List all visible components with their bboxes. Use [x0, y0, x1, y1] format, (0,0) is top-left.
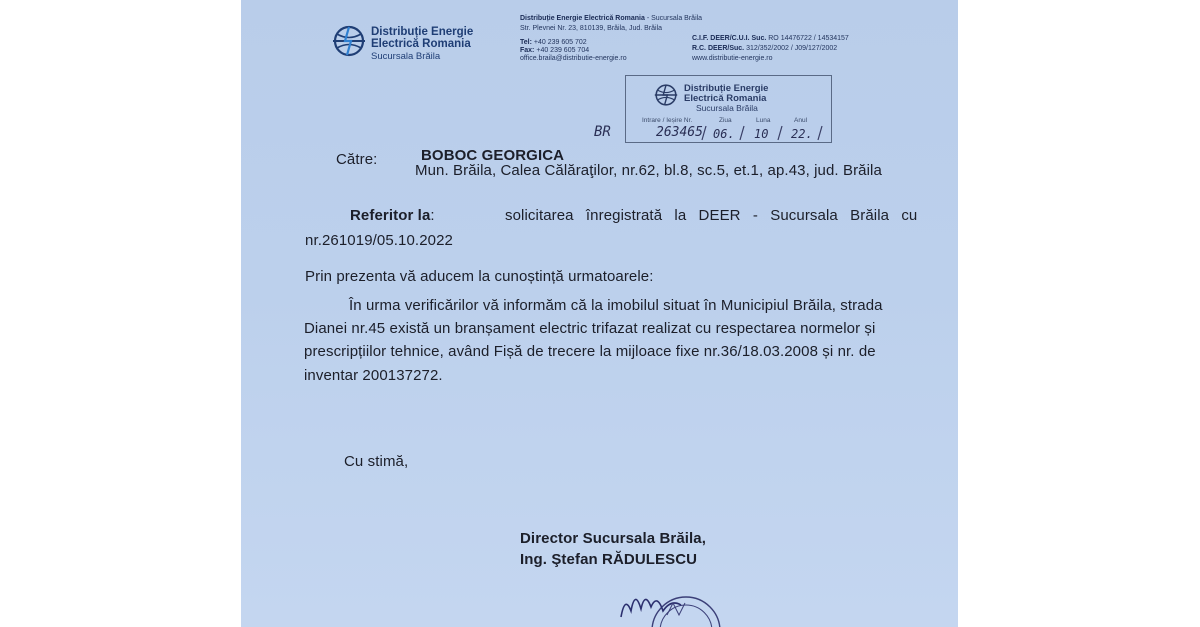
registration-stamp	[625, 75, 832, 143]
stamp-label-year: Anul	[794, 117, 808, 124]
company-name-line2: Electrică Romania	[371, 38, 471, 50]
paragraph-line-4: inventar 200137272.	[304, 367, 443, 384]
header-email: office.braila@distributie-energie.ro	[520, 55, 627, 62]
stamp-branch: Sucursala Brăila	[696, 103, 758, 113]
recipient-name: BOBOC GEORGICA	[421, 147, 565, 164]
stamp-label-month: Luna	[756, 117, 771, 124]
reference-text: solicitarea înregistrată la DEER - Sucursala Brăila cu	[505, 207, 918, 224]
stamp-year: 22.	[791, 127, 813, 141]
stamp-company-line2: Electrică Romania	[684, 93, 767, 104]
closing-text: Cu stimă,	[344, 453, 409, 470]
intro-text: Prin prezenta vă aducem la cunoștință urmatoarele:	[305, 268, 654, 285]
header-rc: R.C. DEER/Suc. 312/352/2002 / J09/127/2002	[692, 45, 838, 52]
company-branch: Sucursala Brăila	[371, 51, 441, 62]
recipient-address: Mun. Brăila, Calea Călăraţilor, nr.62, bl.8, sc.5, et.1, ap.43, jud. Brăila	[415, 162, 882, 179]
reference-line: Referitor la:	[350, 207, 435, 224]
header-address: Str. Plevnei Nr. 23, 810139, Brăila, Jud. Brăila	[520, 25, 663, 32]
company-logo-icon	[329, 24, 369, 58]
company-name-line1: Distribuție Energie	[371, 26, 474, 38]
reference-label: Referitor la	[350, 207, 431, 224]
paragraph-line-1: În urma verificărilor vă informăm că la imobilul situat în Municipiul Brăila, strada	[349, 297, 883, 314]
letter-page	[241, 0, 958, 627]
header-fax: Fax: +40 239 605 704	[520, 47, 590, 54]
paragraph-line-2: Dianei nr.45 există un branșament electric trifazat realizat cu respectarea normelor și	[304, 320, 876, 337]
stamp-day: 06.	[713, 127, 735, 141]
stamp-month: 10	[754, 127, 769, 141]
header-tel: Tel: +40 239 605 702	[520, 39, 587, 46]
signature-seal-icon	[611, 585, 741, 627]
header-cif: C.I.F. DEER/C.U.I. Suc. RO 14476722 / 14534157	[692, 35, 849, 42]
to-label: Către:	[336, 151, 378, 168]
stamp-company-line1: Distribuție Energie	[684, 83, 769, 94]
signer-title: Director Sucursala Brăila,	[520, 530, 707, 547]
signer-name: Ing. Ştefan RĂDULESCU	[520, 551, 698, 568]
stamp-label-number: Intrare / Ieșire Nr.	[642, 117, 693, 124]
header-company-line: Distribuție Energie Electrică Romania - Sucursala Brăila	[520, 15, 703, 22]
stamp-label-day: Ziua	[719, 117, 732, 124]
header-website: www.distributie-energie.ro	[692, 55, 773, 62]
paragraph-line-3: prescripțiilor tehnice, având Fișă de trecere la mijloace fixe nr.36/18.03.2008 și nr. de	[304, 343, 876, 360]
stamp-registration-number: 263465	[656, 125, 703, 140]
stamp-prefix: BR	[594, 124, 611, 140]
reference-number: nr.261019/05.10.2022	[305, 232, 453, 249]
